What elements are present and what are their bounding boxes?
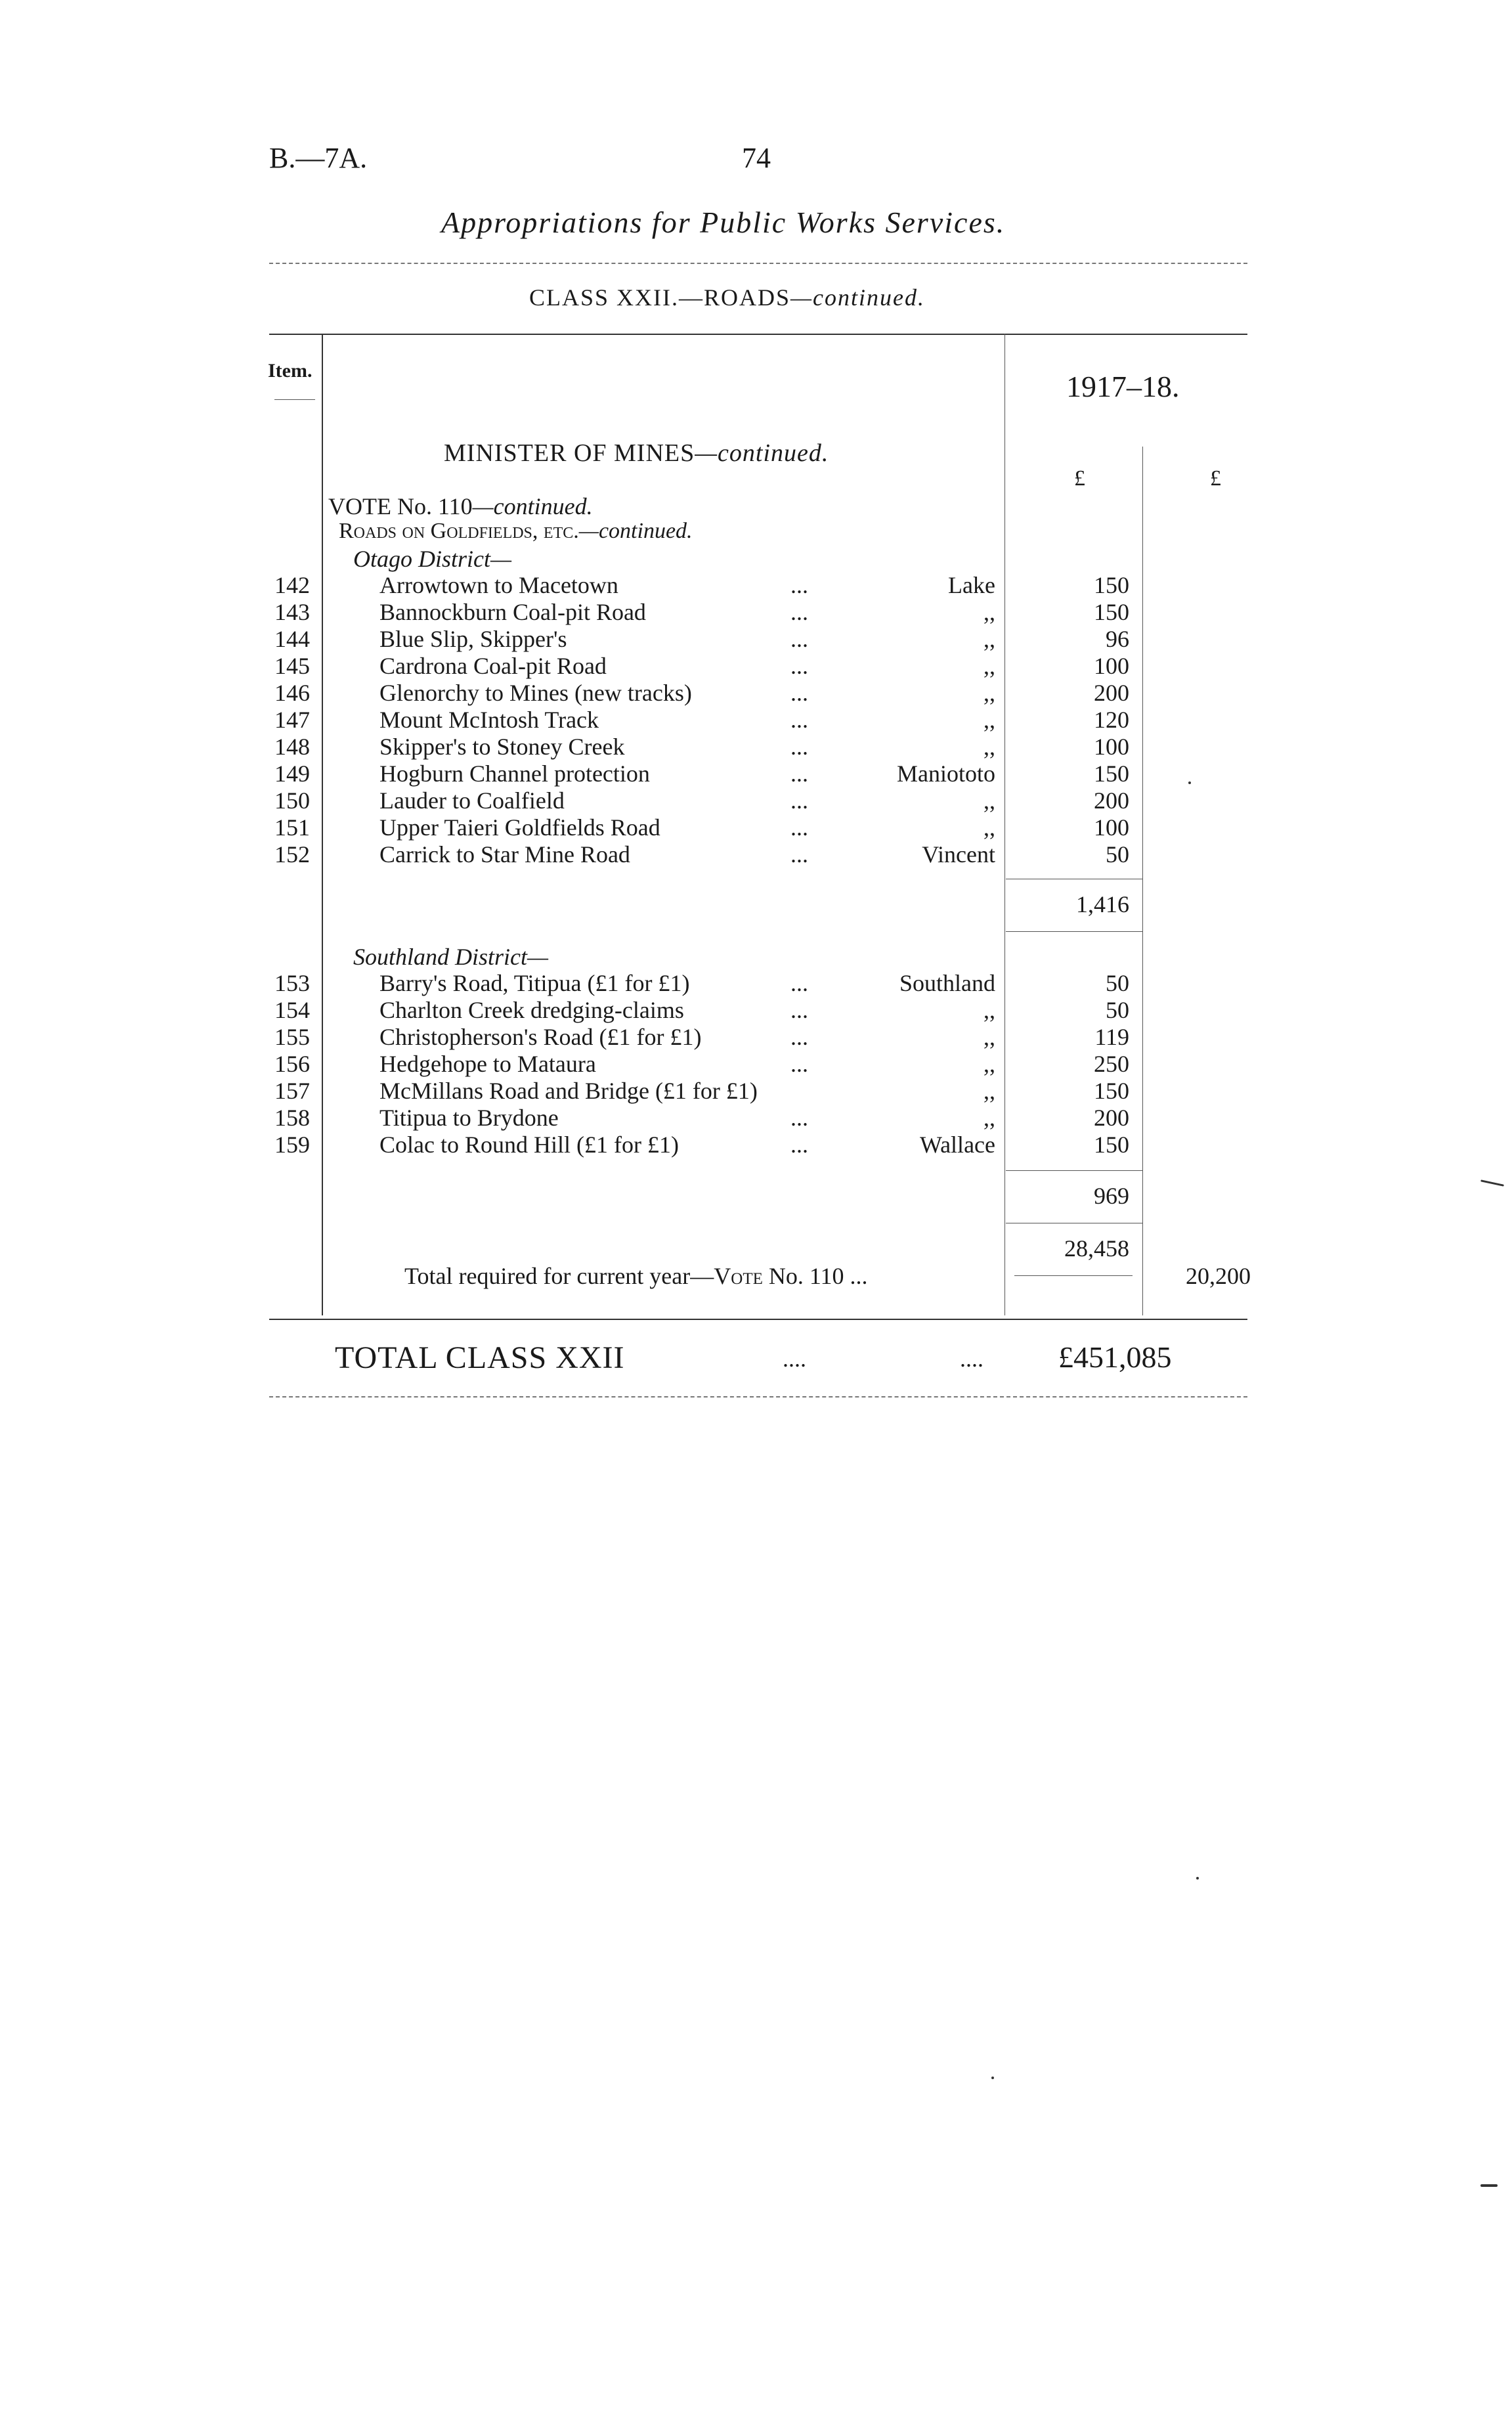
amount: 150 [1094, 599, 1129, 625]
otago-subtotal-underline [1006, 931, 1142, 932]
electoral-district: ,, [983, 787, 995, 814]
electoral-district: ,, [983, 626, 995, 652]
item-number: 148 [274, 734, 310, 760]
closing-rule [269, 1396, 1247, 1397]
document-reference: B.—7A. [269, 142, 368, 174]
electoral-district: Wallace [919, 1132, 995, 1158]
work-description: Bannockburn Coal-pit Road [379, 599, 646, 625]
vote-word: Vote [714, 1263, 763, 1289]
table-row [0, 1077, 1512, 1104]
leader-dots: ... [790, 734, 808, 760]
amount: 200 [1094, 1105, 1129, 1131]
table-top-rule [269, 334, 1247, 335]
table-row [0, 760, 1512, 787]
otago-subtotal: 1,416 [1076, 891, 1129, 917]
leader-dots: ... [790, 841, 808, 868]
leader-dots: ... [790, 1132, 808, 1158]
class-total-amount: £451,085 [1058, 1340, 1172, 1374]
leader-dots: ... [790, 572, 808, 598]
southland-district-heading: Southland District— [353, 944, 549, 970]
roads-heading-continued: —continued. [578, 519, 693, 543]
class-heading-continued: —continued. [790, 284, 926, 311]
item-number: 142 [274, 572, 310, 598]
table-row [0, 1131, 1512, 1158]
vote-heading-continued: —continued. [472, 493, 593, 519]
table-bottom-rule [269, 1319, 1247, 1320]
amount: 150 [1094, 760, 1129, 787]
work-description: Cardrona Coal-pit Road [379, 653, 607, 679]
electoral-district: ,, [983, 707, 995, 733]
item-column-header: Item. [268, 360, 313, 382]
item-number: 150 [274, 787, 310, 814]
amount: 200 [1094, 787, 1129, 814]
amount: 150 [1094, 1078, 1129, 1104]
amount: 120 [1094, 707, 1129, 733]
leader-dots: ... [790, 997, 808, 1023]
roads-heading [339, 519, 693, 544]
work-description: Mount McIntosh Track [379, 707, 599, 733]
table-row [0, 1050, 1512, 1077]
currency-symbol-1: £ [1074, 466, 1085, 491]
work-description: Skipper's to Stoney Creek [379, 734, 625, 760]
roads-heading-main: Roads on Goldfields, etc. [339, 519, 579, 543]
electoral-district: Maniototo [897, 760, 995, 787]
work-description: Charlton Creek dredging-claims [379, 997, 684, 1023]
page-number: 74 [742, 142, 771, 174]
work-description: Carrick to Star Mine Road [379, 841, 630, 868]
leader-dots: ... [790, 599, 808, 625]
item-number: 157 [274, 1078, 310, 1104]
electoral-district: ,, [983, 1024, 995, 1050]
scan-speck [1480, 1179, 1504, 1186]
table-row [0, 841, 1512, 868]
electoral-district: ,, [983, 734, 995, 760]
table-row [0, 787, 1512, 814]
electoral-district: Lake [948, 572, 995, 598]
work-description: Blue Slip, Skipper's [379, 626, 567, 652]
leader-dots: ... [790, 1024, 808, 1050]
page-title: Appropriations for Public Works Services. [441, 206, 1006, 239]
leader-dots: ... [790, 970, 808, 996]
item-number: 158 [274, 1105, 310, 1131]
year-column-header: 1917–18. [1066, 370, 1180, 403]
scan-speck [1196, 1877, 1199, 1880]
table-row [0, 1104, 1512, 1131]
leader-dots: ... [790, 626, 808, 652]
amount: 119 [1094, 1024, 1129, 1050]
leader-dots: ... [790, 760, 808, 787]
item-number: 149 [274, 760, 310, 787]
electoral-district: ,, [983, 1078, 995, 1104]
electoral-district: ,, [983, 653, 995, 679]
item-header-underline [274, 399, 315, 400]
divider [269, 263, 1247, 264]
amount: 100 [1094, 653, 1129, 679]
class-total-label: TOTAL CLASS XXII [335, 1340, 625, 1375]
item-number: 145 [274, 653, 310, 679]
leader-dots: ... [790, 653, 808, 679]
vote-number-text: No. 110 ... [768, 1263, 868, 1289]
item-number: 144 [274, 626, 310, 652]
item-number: 143 [274, 599, 310, 625]
vote-total-second-column: 20,200 [1186, 1263, 1251, 1289]
otago-district-heading: Otago District— [353, 546, 512, 572]
leader-dots: ... [790, 707, 808, 733]
amount: 50 [1106, 970, 1129, 996]
leader-dots: ... [790, 787, 808, 814]
vote-heading [328, 493, 593, 520]
item-number: 155 [274, 1024, 310, 1050]
leader-dots: ... [790, 814, 808, 841]
class-heading-main: CLASS XXII.—ROADS [529, 284, 791, 311]
southland-subtotal-rule [1006, 1170, 1142, 1171]
item-number: 156 [274, 1051, 310, 1077]
work-description: Barry's Road, Titipua (£1 for £1) [379, 970, 690, 996]
table-row [0, 814, 1512, 841]
scan-speck [1480, 2184, 1498, 2187]
table-row [0, 706, 1512, 733]
leader-dots: ... [790, 1051, 808, 1077]
item-number: 159 [274, 1132, 310, 1158]
class-heading [529, 284, 925, 311]
amount: 96 [1106, 626, 1129, 652]
work-description: Glenorchy to Mines (new tracks) [379, 680, 692, 706]
electoral-district: ,, [983, 997, 995, 1023]
electoral-district: Southland [899, 970, 995, 996]
table-row [0, 1023, 1512, 1050]
amount: 100 [1094, 814, 1129, 841]
vote-heading-main: VOTE No. 110 [328, 493, 473, 519]
item-number: 151 [274, 814, 310, 841]
work-description: Hedgehope to Mataura [379, 1051, 596, 1077]
table-row [0, 733, 1512, 760]
amount: 200 [1094, 680, 1129, 706]
work-description: Hogburn Channel protection [379, 760, 650, 787]
amount: 150 [1094, 572, 1129, 598]
table-row [0, 996, 1512, 1023]
vote-total-text: Total required for current year— [404, 1263, 714, 1289]
work-description: Upper Taieri Goldfields Road [379, 814, 660, 841]
amount: 100 [1094, 734, 1129, 760]
item-number: 153 [274, 970, 310, 996]
vote-total-rule [1014, 1275, 1133, 1276]
amount: 150 [1094, 1132, 1129, 1158]
table-row [0, 571, 1512, 598]
amount: 50 [1106, 841, 1129, 868]
vote-total-label [404, 1262, 868, 1290]
southland-subtotal: 969 [1094, 1183, 1129, 1209]
item-number: 152 [274, 841, 310, 868]
table-row [0, 969, 1512, 996]
electoral-district: ,, [983, 1051, 995, 1077]
minister-heading-continued: —continued. [695, 439, 829, 467]
work-description: Colac to Round Hill (£1 for £1) [379, 1132, 679, 1158]
electoral-district: ,, [983, 599, 995, 625]
amount: 50 [1106, 997, 1129, 1023]
item-number: 154 [274, 997, 310, 1023]
currency-symbol-2: £ [1210, 466, 1221, 491]
table-row [0, 625, 1512, 652]
work-description: Christopherson's Road (£1 for £1) [379, 1024, 702, 1050]
electoral-district: ,, [983, 1105, 995, 1131]
leader-dots: ... [790, 1105, 808, 1131]
work-description: Titipua to Brydone [379, 1105, 559, 1131]
work-description: Lauder to Coalfield [379, 787, 565, 814]
leader-dots: ... [790, 680, 808, 706]
electoral-district: ,, [983, 680, 995, 706]
table-row [0, 679, 1512, 706]
item-number: 146 [274, 680, 310, 706]
electoral-district: Vincent [922, 841, 995, 868]
work-description: McMillans Road and Bridge (£1 for £1) [379, 1078, 758, 1104]
scan-speck [991, 2077, 994, 2079]
electoral-district: ,, [983, 814, 995, 841]
table-row [0, 598, 1512, 625]
item-number: 147 [274, 707, 310, 733]
scan-speck [1188, 781, 1191, 784]
class-total-dots-2: .... [960, 1346, 983, 1372]
minister-heading-main: MINISTER OF MINES [444, 439, 695, 467]
amount: 250 [1094, 1051, 1129, 1077]
class-total-dots-1: .... [783, 1346, 806, 1372]
minister-heading [444, 439, 829, 468]
vote-total-amount: 28,458 [1064, 1235, 1129, 1262]
table-row [0, 652, 1512, 679]
work-description: Arrowtown to Macetown [379, 572, 618, 598]
